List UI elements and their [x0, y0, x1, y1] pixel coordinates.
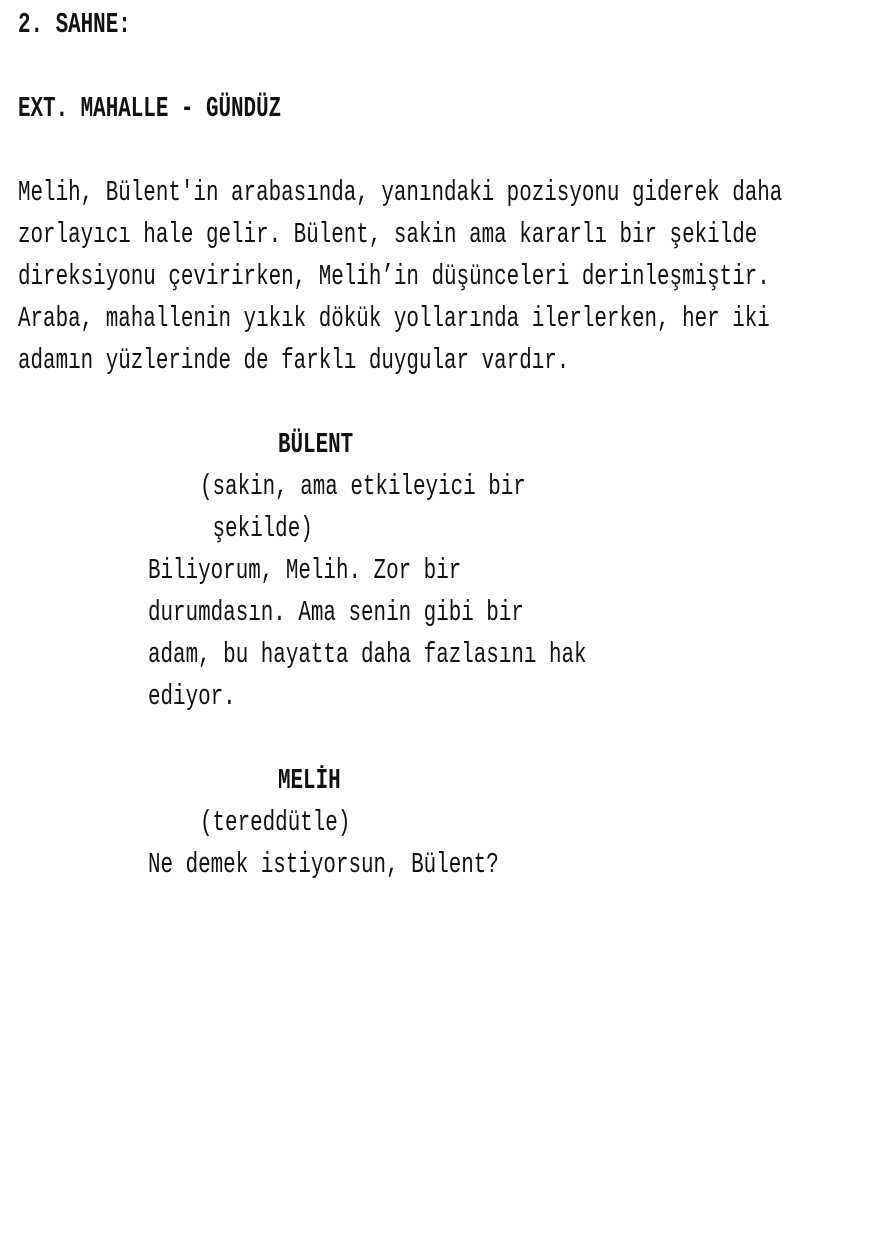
dialogue-line: Ne demek istiyorsun, Bülent? — [148, 848, 499, 881]
character-name: MELİH — [278, 764, 341, 797]
action-line: zorlayıcı hale gelir. Bülent, sakin ama kararlı bir şekilde — [18, 218, 758, 251]
action-line: adamın yüzlerinde de farklı duygular vardır. — [18, 344, 570, 377]
action-line: Araba, mahallenin yıkık dökük yollarında ilerlerken, her iki — [18, 302, 770, 335]
action-line: direksiyonu çevirirken, Melih’in düşünceleri derinleşmiştir. — [18, 260, 770, 293]
character-name: BÜLENT — [278, 428, 354, 461]
action-line: Melih, Bülent'in arabasında, yanındaki pozisyonu giderek daha — [18, 176, 783, 209]
scene-number-heading: 2. SAHNE: — [18, 8, 131, 41]
dialogue-line: durumdasın. Ama senin gibi bir — [148, 596, 524, 629]
parenthetical: şekilde) — [200, 512, 313, 545]
dialogue-line: ediyor. — [148, 680, 236, 713]
parenthetical: (sakin, ama etkileyici bir — [200, 470, 526, 503]
parenthetical: (tereddütle) — [200, 806, 351, 839]
dialogue-line: adam, bu hayatta daha fazlasını hak — [148, 638, 587, 671]
dialogue-line: Biliyorum, Melih. Zor bir — [148, 554, 462, 587]
scene-slugline: EXT. MAHALLE - GÜNDÜZ — [18, 92, 282, 125]
